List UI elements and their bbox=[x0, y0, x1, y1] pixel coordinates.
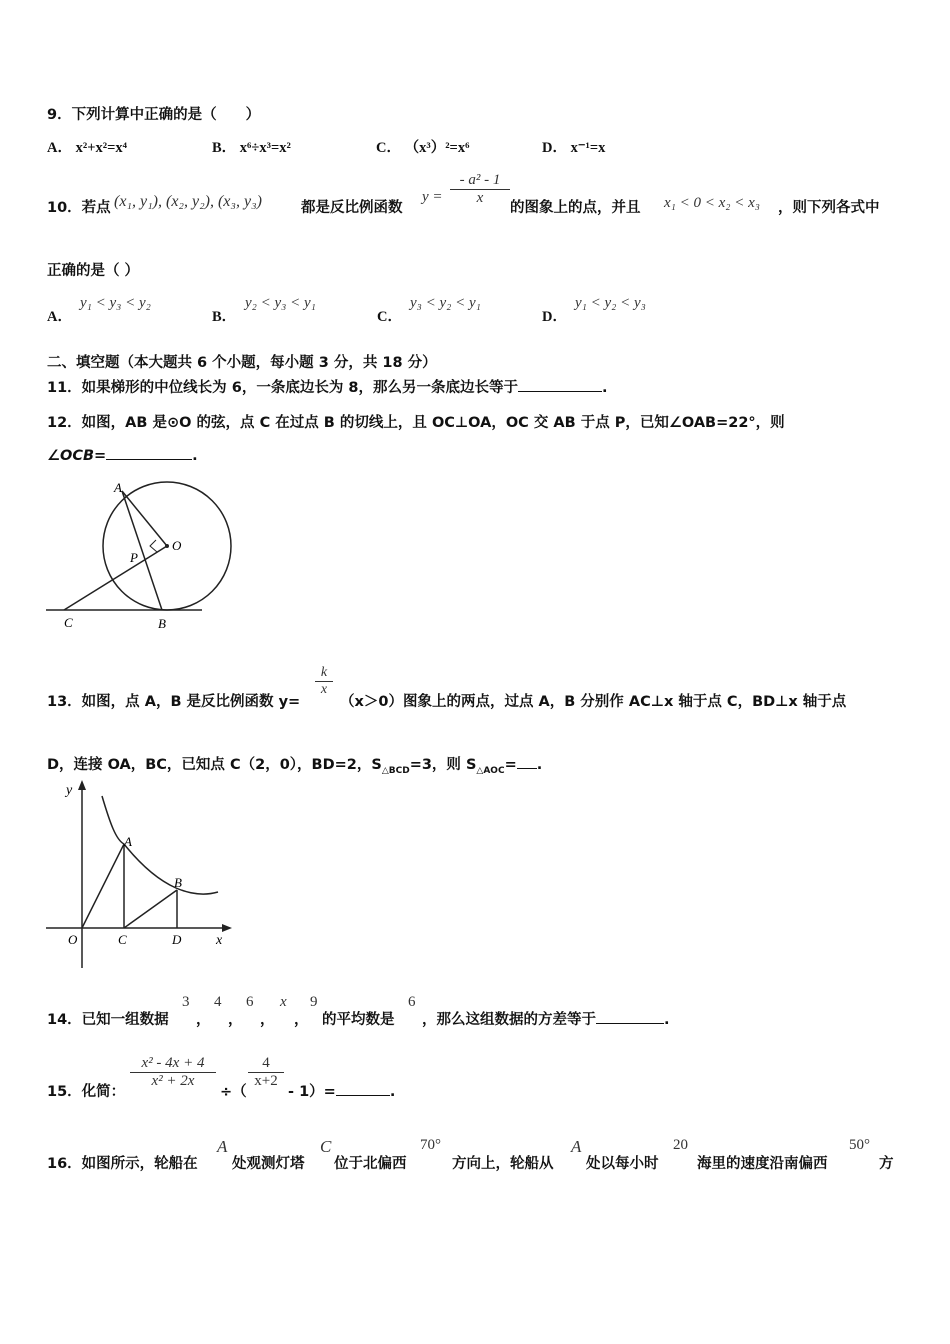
q16-t5: 处以每小时 bbox=[586, 1156, 659, 1172]
q13-segment-bc bbox=[124, 890, 177, 928]
q9-option-c-text: （x³）²=x⁶ bbox=[404, 140, 470, 156]
q14-data-2: 4 bbox=[214, 994, 222, 1010]
q14-lead: 14．已知一组数据 bbox=[47, 1012, 169, 1028]
q13-rest: （x＞0）图象上的两点，过点 A，B 分别作 AC⊥x 轴于点 C，BD⊥x 轴于点 bbox=[340, 694, 847, 710]
q13-segment-oa bbox=[82, 844, 124, 928]
q12-center-dot bbox=[165, 544, 169, 548]
q15-frac2-numerator: 4 bbox=[248, 1055, 284, 1073]
q10-function-fraction bbox=[450, 172, 510, 207]
q16-t4: 方向上，轮船从 bbox=[452, 1156, 554, 1172]
q15-frac1-denominator: x² + 2x bbox=[151, 1073, 195, 1089]
q13-line2-b: =3，则 S bbox=[409, 757, 477, 773]
q15-frac1-numerator: x² - 4x + 4 bbox=[130, 1055, 216, 1073]
section-heading: 二、填空题（本大题共 6 个小题，每小题 3 分，共 18 分） bbox=[47, 355, 437, 371]
q12-end: . bbox=[192, 448, 198, 464]
q12-label-b: B bbox=[158, 616, 166, 631]
q13-label-d: D bbox=[172, 932, 182, 947]
q14-data-4: x bbox=[280, 994, 287, 1010]
q16-a1: A bbox=[217, 1137, 228, 1156]
q12-label-c: C bbox=[64, 615, 73, 630]
q10-option-a-label: A． bbox=[47, 309, 72, 325]
q10-mid: 都是反比例函数 bbox=[301, 200, 403, 216]
q13-lead: 13．如图，点 A，B 是反比例函数 y= bbox=[47, 694, 301, 710]
q14-mid: 的平均数是 bbox=[322, 1012, 395, 1028]
q13-y-arrow bbox=[78, 780, 86, 790]
q14-sep-3: ， bbox=[260, 1012, 275, 1028]
q13-function-fraction bbox=[315, 665, 333, 698]
q15-div: ÷（ bbox=[220, 1084, 247, 1100]
q16-a2: A bbox=[571, 1137, 582, 1156]
q9-option-a-label: A． bbox=[47, 140, 72, 156]
q13-func-denominator: x bbox=[320, 682, 328, 697]
q14-sep-1: ， bbox=[196, 1012, 211, 1028]
q9-option-a bbox=[47, 136, 127, 157]
q13-line2-a: D，连接 OA，BC，已知点 C（2，0），BD=2，S bbox=[47, 757, 382, 773]
q13-sub-aoc: △AOC bbox=[476, 765, 505, 776]
q12-line1: 12．如图，AB 是⊙O 的弦，点 C 在过点 B 的切线上，且 OC⊥OA，OC 交 AB 于点 P，已知∠OAB=22°，则 bbox=[47, 415, 785, 431]
q10-after: 的图象上的点，并且 bbox=[510, 200, 641, 216]
q16-deg1: 70° bbox=[420, 1137, 441, 1153]
q14-tail bbox=[422, 1008, 670, 1029]
q13-label-o: O bbox=[68, 932, 78, 947]
q9-option-a-text: x²+x²=x⁴ bbox=[75, 140, 127, 156]
q10-points: (x₁, y₁), (x₂, y₂), (x₃, y₃) bbox=[114, 193, 262, 210]
q11-text bbox=[47, 376, 607, 397]
q12-angle: ∠OCB= bbox=[47, 448, 107, 464]
q13-sub-bcd: △BCD bbox=[381, 765, 410, 776]
q9-option-b bbox=[212, 136, 291, 157]
q14-tail-text: ，那么这组数据的方差等于 bbox=[422, 1012, 596, 1028]
q14-answer-blank[interactable] bbox=[596, 1023, 664, 1024]
q14-data-5: 9 bbox=[310, 994, 318, 1010]
q9-option-d-text: x⁻¹=x bbox=[570, 140, 606, 156]
q14-data-1: 3 bbox=[182, 994, 190, 1010]
q15-end: . bbox=[389, 1084, 396, 1100]
q16-speed: 20 bbox=[673, 1137, 688, 1153]
q15-tail bbox=[288, 1080, 395, 1101]
q10-tail: ，则下列各式中 bbox=[778, 200, 880, 216]
q13-label-a: A bbox=[124, 834, 132, 849]
q10-func-lhs: y = bbox=[422, 189, 443, 205]
q13-label-b: B bbox=[174, 875, 182, 890]
q11-answer-blank[interactable] bbox=[518, 391, 602, 392]
q9-stem: 9．下列计算中正确的是（ ） bbox=[47, 107, 261, 123]
q15-fraction-2 bbox=[248, 1055, 284, 1090]
q14-data-3: 6 bbox=[246, 994, 254, 1010]
q16-t1: 16．如图所示，轮船在 bbox=[47, 1156, 198, 1172]
q10-option-c-label: C． bbox=[377, 309, 402, 325]
q10-condition: x₁ < 0 < x₂ < x₃ bbox=[664, 195, 760, 211]
q16-t3: 位于北偏西 bbox=[334, 1156, 407, 1172]
q13-label-y: y bbox=[66, 783, 73, 798]
q14-end: . bbox=[664, 1012, 670, 1028]
q14-mean: 6 bbox=[408, 994, 416, 1010]
q12-label-p: P bbox=[130, 550, 138, 565]
q14-sep-2: ， bbox=[228, 1012, 243, 1028]
q13-label-c: C bbox=[118, 932, 127, 947]
q15-fraction-1 bbox=[130, 1055, 216, 1090]
q13-line2-c: = bbox=[504, 757, 517, 773]
q12-label-o: O bbox=[172, 538, 182, 553]
q10-lead: 10．若点 bbox=[47, 200, 111, 216]
q13-hyperbola bbox=[102, 796, 218, 894]
q15-minus: - 1）= bbox=[288, 1084, 336, 1100]
q13-answer-blank[interactable] bbox=[517, 768, 537, 769]
q15-frac2-denominator: x+2 bbox=[254, 1073, 278, 1089]
q13-end: . bbox=[536, 757, 543, 773]
q12-right-angle-mark bbox=[150, 540, 157, 552]
q13-label-x: x bbox=[216, 933, 223, 948]
q9-option-b-text: x⁶÷x³=x² bbox=[239, 140, 291, 156]
q9-option-d-label: D． bbox=[542, 140, 567, 156]
q15-lead: 15．化简： bbox=[47, 1084, 126, 1100]
q12-segment-ao bbox=[122, 491, 167, 546]
q15-answer-blank[interactable] bbox=[336, 1095, 390, 1096]
q12-answer-blank[interactable] bbox=[106, 459, 192, 460]
q10-option-d-label: D． bbox=[542, 309, 567, 325]
q16-t6: 海里的速度沿南偏西 bbox=[697, 1156, 828, 1172]
q10-option-b-expr: y₂ < y₃ < y₁ bbox=[245, 295, 316, 311]
q10-option-b-label: B． bbox=[212, 309, 237, 325]
q10-func-denominator: x bbox=[476, 190, 484, 206]
q16-t2: 处观测灯塔 bbox=[232, 1156, 305, 1172]
q16-t7: 方 bbox=[879, 1156, 894, 1172]
q10-func-numerator: - a² - 1 bbox=[450, 172, 510, 190]
q10-option-d-expr: y₁ < y₂ < y₃ bbox=[575, 295, 646, 311]
q12-figure bbox=[44, 474, 234, 634]
q13-x-arrow bbox=[222, 924, 232, 932]
q12-label-a: A bbox=[114, 480, 122, 495]
q11-stem: 11．如果梯形的中位线长为 6，一条底边长为 8，那么另一条底边长等于 bbox=[47, 380, 518, 396]
q9-option-c bbox=[376, 136, 469, 157]
q10-line2: 正确的是（ ） bbox=[47, 263, 140, 279]
q10-option-c-expr: y₃ < y₂ < y₁ bbox=[410, 295, 481, 311]
q9-option-d bbox=[542, 136, 605, 157]
q11-end: . bbox=[601, 380, 608, 396]
q13-func-numerator: k bbox=[315, 665, 333, 682]
q14-sep-4: ， bbox=[294, 1012, 309, 1028]
q10-option-a-expr: y₁ < y₃ < y₂ bbox=[80, 295, 151, 311]
q16-deg2: 50° bbox=[849, 1137, 870, 1153]
q9-option-b-label: B． bbox=[212, 140, 237, 156]
q9-option-c-label: C． bbox=[376, 140, 401, 156]
q16-c: C bbox=[320, 1137, 332, 1156]
q12-line2 bbox=[47, 448, 198, 464]
q13-figure bbox=[44, 778, 244, 970]
q13-line2 bbox=[47, 753, 542, 776]
